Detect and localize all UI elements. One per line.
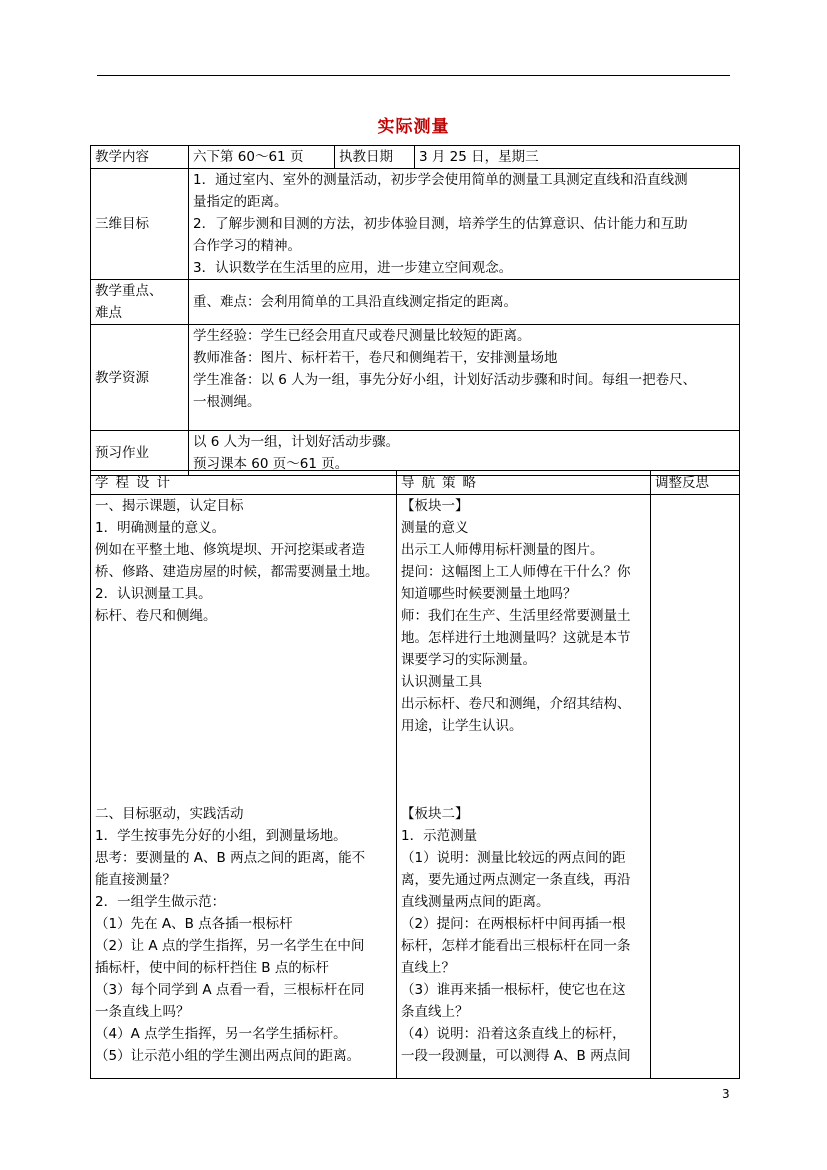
strategy-line: 用途，让学生认识。 <box>401 718 523 734</box>
goals-line: 量指定的距离。 <box>193 194 288 210</box>
strategy-lines <box>401 495 646 1067</box>
strategy-line: 测量的意义 <box>401 520 469 536</box>
strategy-line: 【板块二】 <box>401 806 469 822</box>
strategy-line: 出示标杆、卷尺和测绳，介绍其结构、 <box>401 696 631 712</box>
strategy-line <box>401 737 646 759</box>
strategy-line: 地。怎样进行土地测量吗？这就是本节 <box>401 630 631 646</box>
strategy-line: 一段一段测量，可以测得 A、B 两点间 <box>401 1048 631 1064</box>
resources-line: 学生准备：以 6 人为一组，事先分好小组，计划好活动步骤和时间。每组一把卷尺、 <box>193 372 697 388</box>
strategy-line: 离，要先通过两点测定一条直线，再沿 <box>401 872 631 888</box>
design-line <box>95 715 392 737</box>
design-lines <box>95 495 392 1067</box>
design-line: 2．一组学生做示范： <box>95 894 226 910</box>
design-line <box>95 649 392 671</box>
resources-line: 学生经验：学生已经会用直尺或卷尺测量比较短的距离。 <box>193 328 531 344</box>
plan-reflection-cell <box>651 495 740 1079</box>
preview-line: 预习课本 60 页～61 页。 <box>193 456 349 472</box>
header-rule <box>97 75 730 76</box>
content-label: 教学内容 <box>91 146 189 169</box>
key-label-line: 难点 <box>95 305 122 321</box>
design-line: 标杆、卷尺和侧绳。 <box>95 608 217 624</box>
strategy-line: 提问：这幅图上工人师傅在干什么？你 <box>401 564 631 580</box>
plan-strategy-cell <box>397 495 651 1079</box>
design-line: 能直接测量？ <box>95 872 176 888</box>
design-line: 2．认识测量工具。 <box>95 586 212 602</box>
key-label-line: 教学重点、 <box>95 283 163 299</box>
date-value: 3 月 25 日，星期三 <box>415 146 740 169</box>
design-line: 例如在平整土地、修筑堤坝、开河挖渠或者造 <box>95 542 365 558</box>
design-line <box>95 737 392 759</box>
design-line: 二、目标驱动，实践活动 <box>95 806 244 822</box>
resources-label: 教学资源 <box>91 325 189 431</box>
date-label: 执教日期 <box>335 146 415 169</box>
goals-line: 合作学习的精神。 <box>193 238 301 254</box>
goals-line: 2．了解步测和目测的方法，初步体验目测，培养学生的估算意识、估计能力和互助 <box>193 216 688 232</box>
plan-table <box>90 470 740 1079</box>
strategy-line <box>401 759 646 781</box>
plan-header-design: 学程设计 <box>91 471 397 495</box>
plan-header-strategy: 导航策略 <box>397 471 651 495</box>
strategy-line: 师：我们在生产、生活里经常要测量土 <box>401 608 631 624</box>
strategy-line: 1．示范测量 <box>401 828 478 844</box>
strategy-line: （1）说明：测量比较远的两点间的距 <box>401 850 626 866</box>
strategy-line: 直线测量两点间的距离。 <box>401 894 550 910</box>
design-line <box>95 759 392 781</box>
design-line: 一、揭示课题，认定目标 <box>95 498 244 514</box>
strategy-line: （3）谁再来插一根标杆，使它也在这 <box>401 982 626 998</box>
strategy-line: 知道哪些时候要测量土地吗？ <box>401 586 577 602</box>
content-value: 六下第 60～61 页 <box>189 146 335 169</box>
design-line: （1）先在 A、B 点各插一根标杆 <box>95 916 293 932</box>
key-value: 重、难点：会利用简单的工具沿直线测定指定的距离。 <box>189 280 740 325</box>
strategy-line: 直线上？ <box>401 960 455 976</box>
design-line: 插标杆，使中间的标杆挡住 B 点的标杆 <box>95 960 329 976</box>
plan-design-cell <box>91 495 397 1079</box>
design-line <box>95 627 392 649</box>
resources-line: 教师准备：图片、标杆若干，卷尺和侧绳若干，安排测量场地 <box>193 350 558 366</box>
strategy-line: （2）提问：在两根标杆中间再插一根 <box>401 916 626 932</box>
strategy-line: 标杆，怎样才能看出三根标杆在同一条 <box>401 938 631 954</box>
strategy-line <box>401 781 646 803</box>
design-line: 思考：要测量的 A、B 两点之间的距离，能不 <box>95 850 366 866</box>
plan-header-reflection: 调整反思 <box>651 471 740 495</box>
strategy-line: 出示工人师傅用标杆测量的图片。 <box>401 542 604 558</box>
strategy-line: 课要学习的实际测量。 <box>401 652 536 668</box>
page-title: 实际测量 <box>377 117 450 137</box>
design-line: （2）让 A 点的学生指挥，另一名学生在中间 <box>95 938 365 954</box>
resources-line: 一根测绳。 <box>193 394 261 410</box>
design-line: 桥、修路、建造房屋的时候，都需要测量土地。 <box>95 564 379 580</box>
design-line: （5）让示范小组的学生测出两点间的距离。 <box>95 1048 361 1064</box>
design-line: 1．明确测量的意义。 <box>95 520 226 536</box>
design-line <box>95 693 392 715</box>
info-table <box>90 145 740 476</box>
design-line: （3）每个同学到 A 点看一看，三根标杆在同 <box>95 982 365 998</box>
key-label <box>91 280 189 325</box>
design-line: 1．学生按事先分好的小组，到测量场地。 <box>95 828 347 844</box>
design-line <box>95 671 392 693</box>
goals-line: 1．通过室内、室外的测量活动，初步学会使用简单的测量工具测定直线和沿直线测 <box>193 172 688 188</box>
resources-cell <box>189 325 740 431</box>
design-line <box>95 781 392 803</box>
page-number: 3 <box>722 1087 730 1101</box>
preview-label: 预习作业 <box>91 431 189 476</box>
preview-line: 以 6 人为一组，计划好活动步骤。 <box>193 434 400 450</box>
strategy-line: 认识测量工具 <box>401 674 482 690</box>
strategy-line: （4）说明：沿着这条直线上的标杆， <box>401 1026 626 1042</box>
goals-cell <box>189 169 740 280</box>
design-line: 一条直线上吗？ <box>95 1004 190 1020</box>
strategy-line: 【板块一】 <box>401 498 469 514</box>
preview-cell <box>189 431 740 476</box>
strategy-line: 条直线上？ <box>401 1004 469 1020</box>
goals-line: 3．认识数学在生活里的应用，进一步建立空间观念。 <box>193 260 513 276</box>
goals-label: 三维目标 <box>91 169 189 280</box>
design-line: （4）A 点学生指挥，另一名学生插标杆。 <box>95 1026 347 1042</box>
